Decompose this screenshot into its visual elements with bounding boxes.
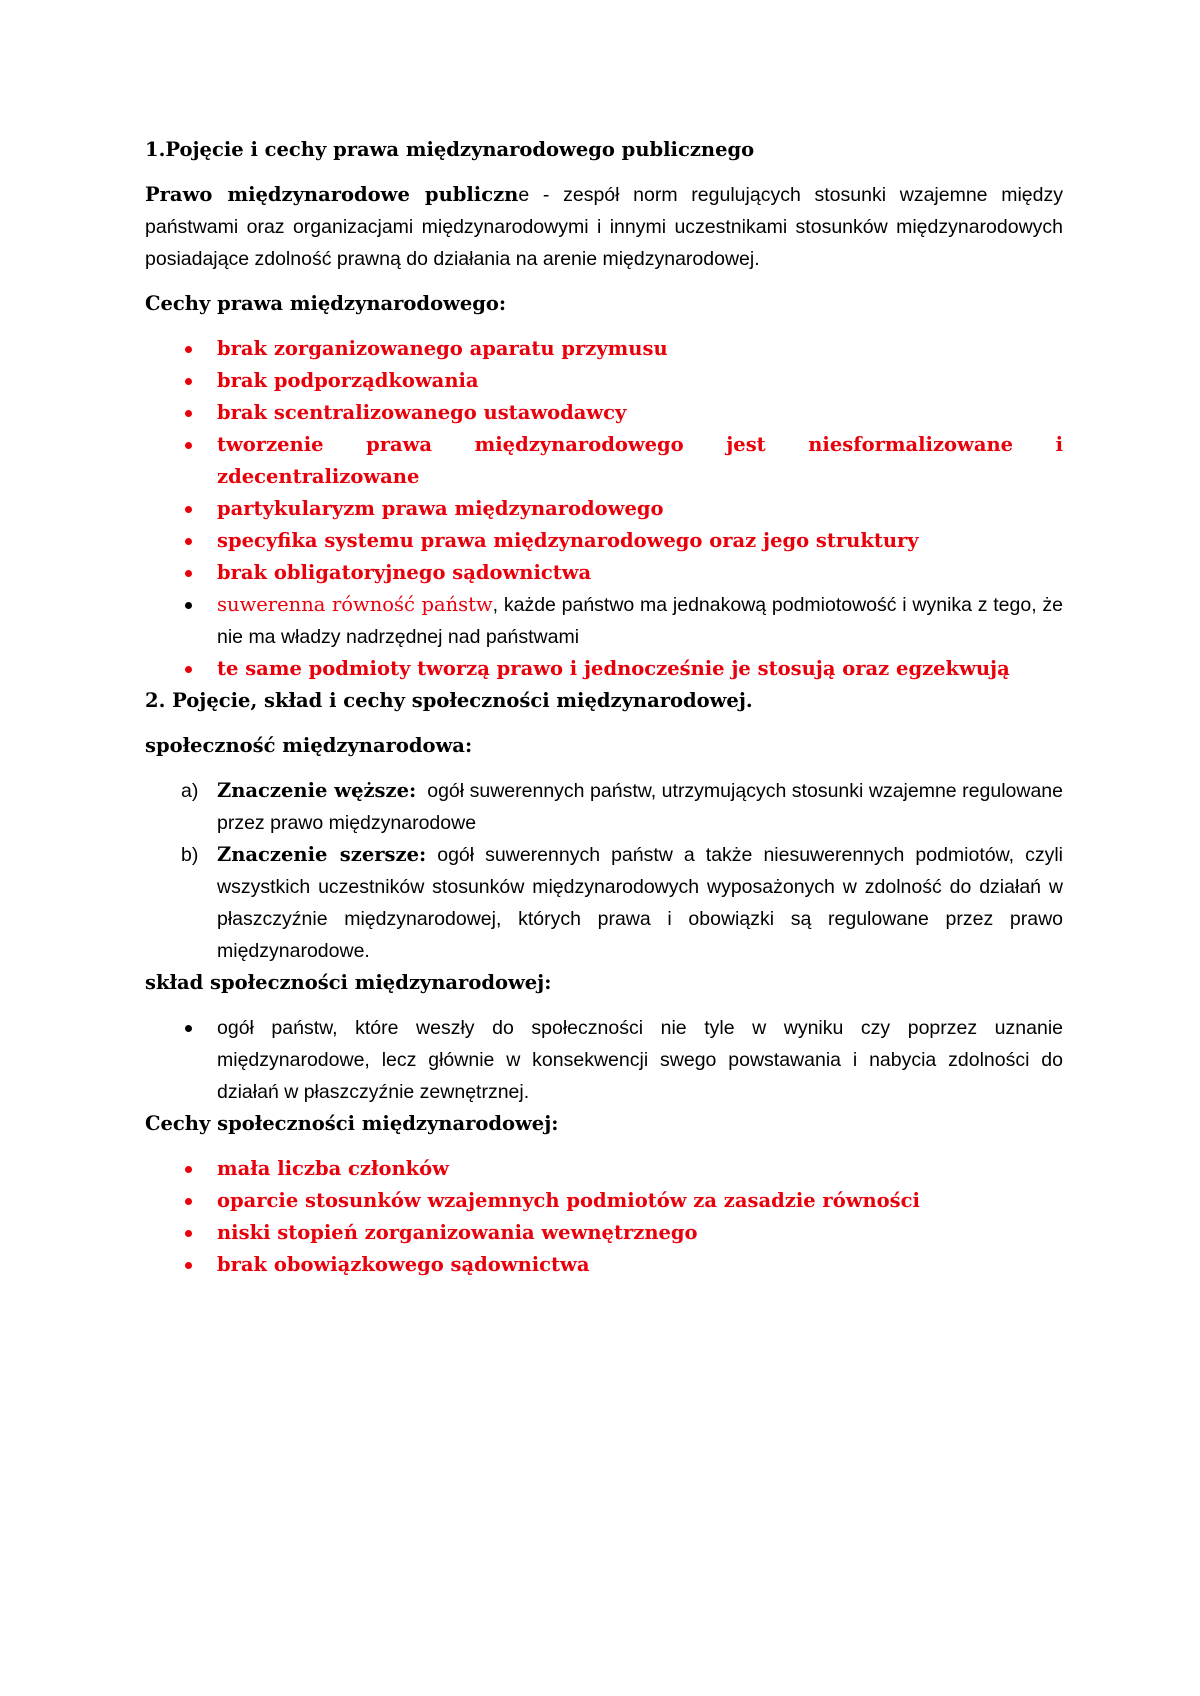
- meanings-list: [145, 775, 1069, 967]
- bullet-icon: [185, 602, 192, 609]
- list-item: brak obowiązkowego sądownictwa: [145, 1249, 1063, 1281]
- bullet-icon: [185, 378, 192, 385]
- list-item: [145, 589, 1063, 653]
- community-features-list: [145, 1153, 1063, 1281]
- definition-term: Prawo międzynarodowe publiczn: [145, 183, 519, 206]
- list-item: brak podporządkowania: [145, 365, 1063, 397]
- list-item: brak scentralizowanego ustawodawcy: [145, 397, 1063, 429]
- section2-heading: 2. Pojęcie, skład i cechy społeczności międzynarodowej.: [145, 689, 753, 712]
- section1-heading: 1.Pojęcie i cechy prawa międzynarodowego publicznego: [145, 138, 755, 161]
- composition-list: [145, 1012, 1063, 1108]
- bullet-icon: [185, 570, 192, 577]
- definition-paragraph: [145, 179, 1063, 275]
- bullet-icon: [185, 1166, 192, 1173]
- meaning-text: ogół suwerennych państw, utrzymujących stosunki wzajemne regulowane przez prawo międzynarodowe: [217, 780, 1069, 834]
- list-item: [145, 839, 1063, 967]
- definition-term-suffix: e: [518, 184, 530, 206]
- bullet-icon: [185, 1230, 192, 1237]
- meaning-text: ogół suwerennych państw a także niesuwerennych podmiotów, czyli wszystkich uczestników stosunków międzynarodowych wyposażonych w zdolność do działań w płaszczyźnie międzynarodowej, których prawa i obowiązki są regulowane przez prawo międzynarodowe.: [217, 844, 1063, 962]
- sovereign-equality-term: suwerenna równość państw: [217, 593, 493, 616]
- list-item: [145, 775, 1069, 839]
- definition-text: - zespół norm regulujących stosunki wzajemne między państwami oraz organizacjami międzynarodowymi i innymi uczestnikami stosunków międzynarodowych posiadające zdolność prawną do działania na arenie międzynarodowej.: [145, 184, 1063, 270]
- list-item: tworzenie prawa międzynarodowego jest niesformalizowane i zdecentralizowane: [145, 429, 1063, 493]
- bullet-icon: [185, 346, 192, 353]
- list-item: brak zorganizowanego aparatu przymusu: [145, 333, 1063, 365]
- features-list: [145, 333, 1063, 685]
- list-item: te same podmioty tworzą prawo i jednocześnie je stosują oraz egzekwują: [145, 653, 1063, 685]
- list-item: partykularyzm prawa międzynarodowego: [145, 493, 1063, 525]
- community-features-heading: Cechy społeczności międzynarodowej:: [145, 1112, 559, 1135]
- features-heading: Cechy prawa międzynarodowego:: [145, 292, 507, 315]
- bullet-icon: [185, 1198, 192, 1205]
- bullet-icon: [185, 410, 192, 417]
- list-item: niski stopień zorganizowania wewnętrznego: [145, 1217, 1063, 1249]
- list-item: brak obligatoryjnego sądownictwa: [145, 557, 1063, 589]
- list-marker: a): [181, 780, 199, 802]
- bullet-icon: [185, 666, 192, 673]
- meaning-term: Znaczenie szersze:: [217, 843, 427, 866]
- bullet-icon: [185, 442, 192, 449]
- list-item: ogół państw, które weszły do społeczności nie tyle w wyniku czy poprzez uznanie międzynarodowe, lecz głównie w konsekwencji swego powstawania i nabycia zdolności do działań w płaszczyźnie zewnętrznej.: [145, 1012, 1063, 1108]
- meaning-term: Znaczenie węższe:: [217, 779, 417, 802]
- bullet-icon: [185, 506, 192, 513]
- list-item: specyfika systemu prawa międzynarodowego oraz jego struktury: [145, 525, 1063, 557]
- bullet-icon: [185, 1025, 192, 1032]
- community-heading: społeczność międzynarodowa:: [145, 734, 473, 757]
- composition-heading: skład społeczności międzynarodowej:: [145, 971, 552, 994]
- sovereign-equality-text: , każde państwo ma jednakową podmiotowość i wynika z tego, że nie ma władzy nadrzędnej nad państwami: [217, 594, 1063, 648]
- list-item: mała liczba członków: [145, 1153, 1063, 1185]
- list-item: oparcie stosunków wzajemnych podmiotów za zasadzie równości: [145, 1185, 1063, 1217]
- bullet-icon: [185, 538, 192, 545]
- document-page: [145, 0, 1069, 1281]
- list-marker: b): [181, 844, 199, 866]
- bullet-icon: [185, 1262, 192, 1269]
